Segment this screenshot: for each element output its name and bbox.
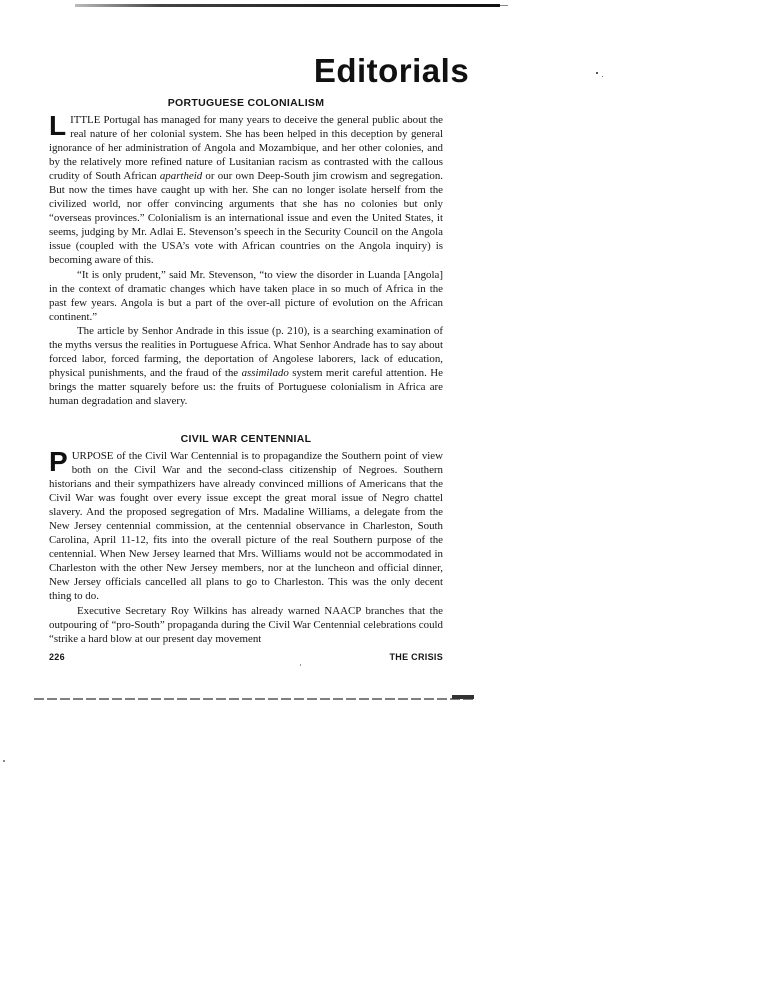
drop-cap: P xyxy=(49,446,68,477)
top-rule-tail xyxy=(500,5,508,6)
paragraph-text: ITTLE Portugal has managed for many years to deceive the general public about the real nature of her colonial system. She has been helped in this deception by general ignorance of her administration of Angola and Mozambique, and her other colonies, and by the relatively more refined nature of Lusitanian racism as contrasted with the callous crudity of South African xyxy=(49,114,443,183)
section-heading: PORTUGUESE COLONIALISM xyxy=(167,97,325,109)
lead-paragraph xyxy=(49,446,443,604)
editorial-portuguese-colonialism xyxy=(49,97,443,408)
top-rule xyxy=(75,4,500,7)
paragraph-text: system merit careful attention. He brings the matter squarely before us: the fruits of Portuguese colonialism in Africa are human degradation and slavery. xyxy=(49,366,443,407)
scan-speck xyxy=(3,760,5,762)
lead-paragraph xyxy=(49,110,443,268)
italic-term: assimilado xyxy=(241,366,289,379)
publication-name: THE CRISIS xyxy=(389,652,443,662)
bottom-rule-mark xyxy=(452,695,474,699)
paragraph: Executive Secretary Roy Wilkins has already warned NAACP branches that the outpouring of “pro-South” propaganda during the Civil War Centennial celebrations could “strike a hard blow at our present day movement xyxy=(49,604,443,645)
paragraph-text: The article by Senhor Andrade in this issue (p. 210), is a searching examination of the myths versus the realities in Portuguese Africa. What Senhor Andrade has to say about forced labor, forced farming, the deportation of Angolese laborers, lack of education, physical punishments, and the fraud of the xyxy=(49,324,443,379)
page-footer xyxy=(49,652,443,662)
paragraph: “It is only prudent,” said Mr. Stevenson, “to view the disorder in Luanda [Angola] in the context of dramatic changes which have taken place in so much of Africa in the past few years. Angola is but a part of the over-all picture of evolution on the African continent.” xyxy=(49,268,443,323)
paragraph-text: URPOSE of the Civil War Centennial is to propagandize the Southern point of view both on the Civil War and the second-class citizenship of Negroes. Southern historians and their sympathizers have already convinced millions of Americans that the Civil War was fought over every issue except the great moral issue of Negro chattel slavery. And the proposed segregation of Mrs. Madaline Williams, a delegate from the New Jersey centennial commission, at the centennial observance in Charleston, South Carolina, April 11-12, fits into the overall picture of the real Southern purpose of the centennial. When New Jersey learned that Mrs. Williams would not be accommodated in Charleston with the other New Jersey members, nor at the luncheon and official dinner, New Jersey officials cancelled all plans to go to Charleston. This was the only decent thing to do. xyxy=(49,450,443,603)
section-heading: CIVIL WAR CENTENNIAL xyxy=(180,433,312,445)
editorial-civil-war-centennial xyxy=(49,433,443,646)
masthead-title: Editorials xyxy=(313,52,470,89)
page-number: 226 xyxy=(49,652,65,662)
drop-cap: L xyxy=(49,110,67,141)
scan-speck xyxy=(300,664,301,666)
paragraph-text: or our own Deep-South jim crowism and segregation. But now the times have caught up with her. She can no longer isolate herself from the civilized world, nor offer convincing arguments that she has no colonies but only “overseas provinces.” Colonialism is an international issue and even the United States, it seems, judging by Mr. Adlai E. Stevenson’s speech in the Security Council on the Angola issue (coupled with the USA’s vote with African countries on the Angola inquiry) is becoming aware of this. xyxy=(49,170,443,267)
paragraph xyxy=(49,324,443,408)
bottom-rule xyxy=(34,698,474,700)
italic-term: apartheid xyxy=(159,170,203,183)
